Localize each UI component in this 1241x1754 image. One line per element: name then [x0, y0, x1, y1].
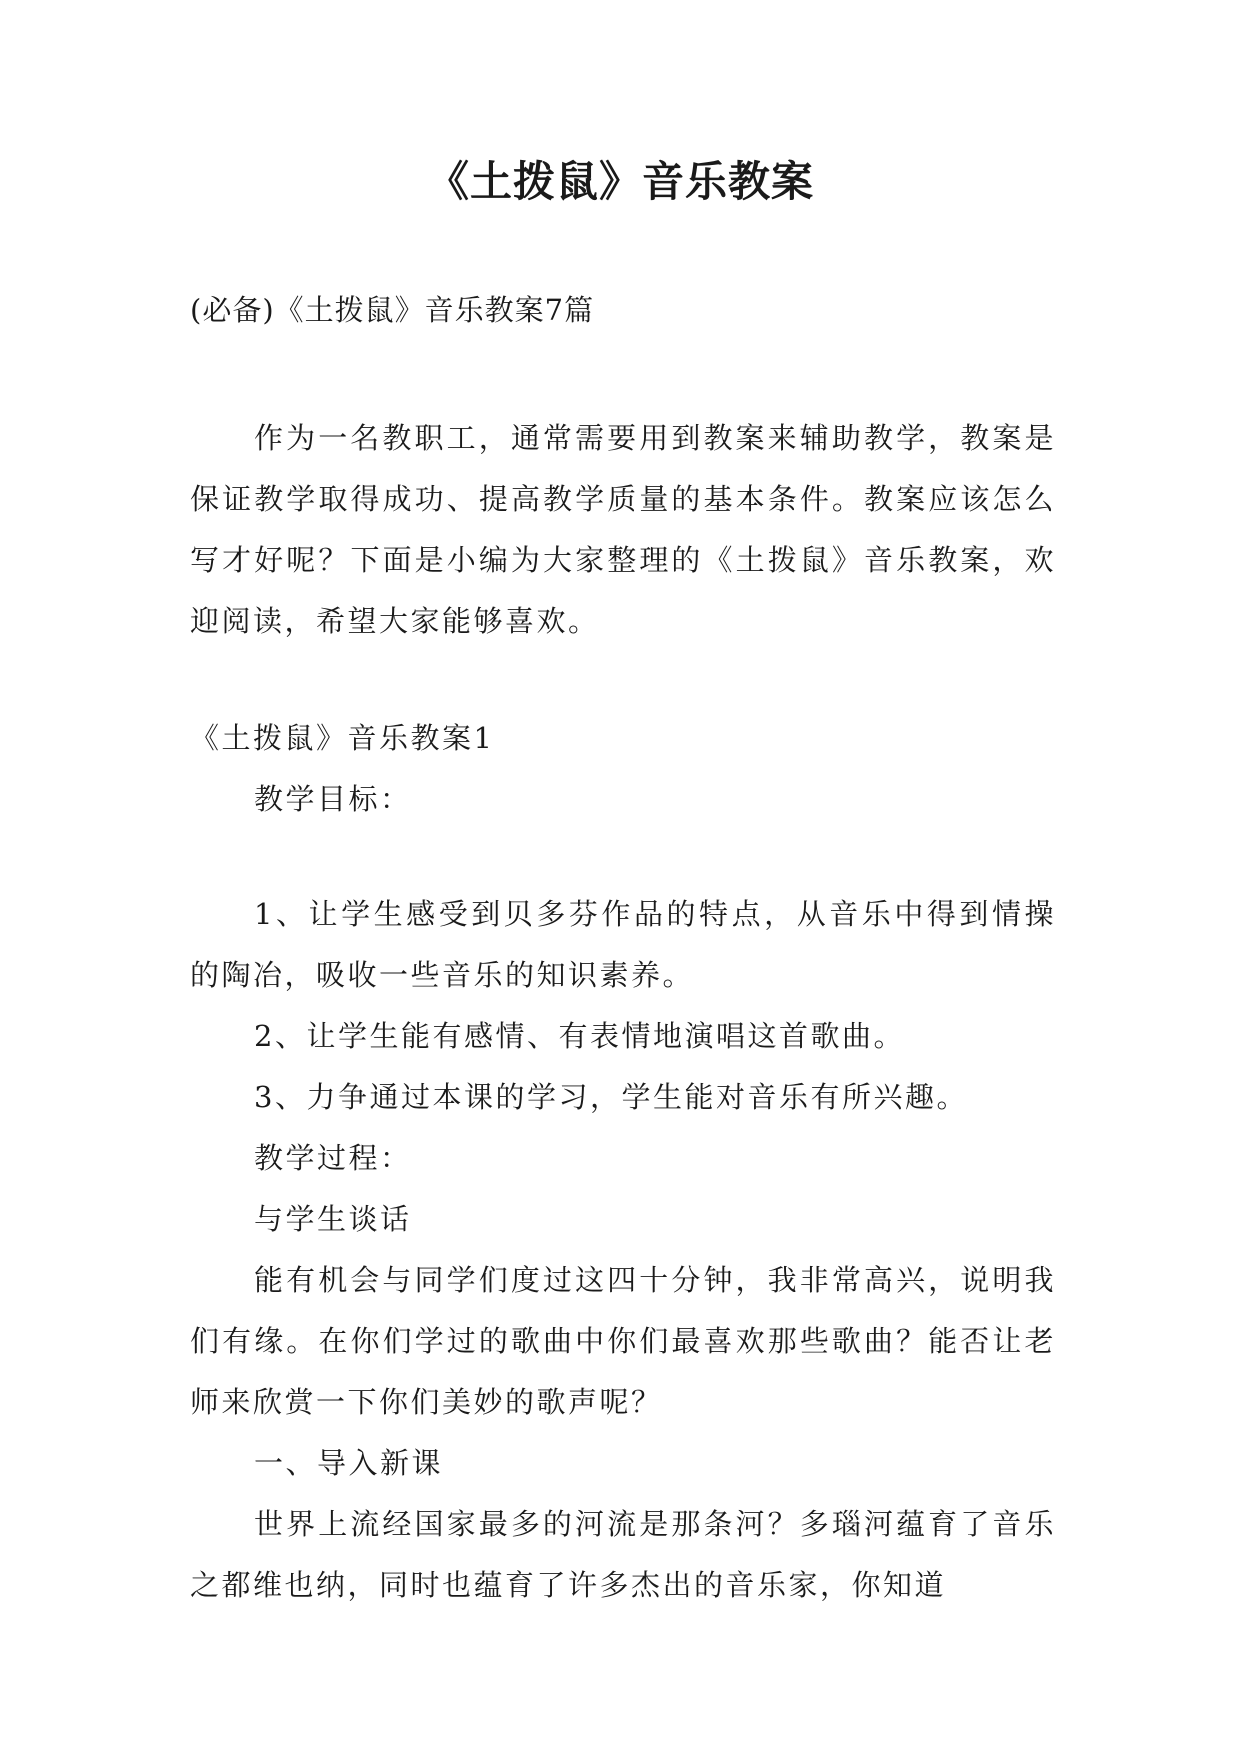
process-label: 教学过程： — [254, 1141, 412, 1175]
talk-label: 与学生谈话 — [254, 1202, 412, 1236]
document-body — [190, 408, 1056, 1616]
goal-item-2: 2、让学生能有感情、有表情地演唱这首歌曲。 — [254, 1019, 905, 1053]
goal-item-1: 1、让学生感受到贝多芬作品的特点，从音乐中得到情操的陶冶，吸收一些音乐的知识素养。 — [190, 897, 1056, 992]
document-subtitle: (必备)《土拨鼠》音乐教案7篇 — [190, 293, 595, 327]
goals-label: 教学目标： — [254, 782, 412, 816]
intro-paragraph: 作为一名教职工，通常需要用到教案来辅助教学，教案是保证教学取得成功、提高教学质量的基本条件。教案应该怎么写才好呢？下面是小编为大家整理的《土拨鼠》音乐教案，欢迎阅读，希望大家能够喜欢。 — [190, 421, 1056, 638]
document-title: 《土拨鼠》音乐教案 — [426, 157, 814, 206]
section-heading: 《土拨鼠》音乐教案1 — [190, 721, 495, 755]
step1-label: 一、导入新课 — [254, 1446, 444, 1480]
talk-paragraph: 能有机会与同学们度过这四十分钟，我非常高兴，说明我们有缘。在你们学过的歌曲中你们最喜欢那些歌曲？能否让老师来欣赏一下你们美妙的歌声呢？ — [190, 1263, 1056, 1419]
step1-paragraph: 世界上流经国家最多的河流是那条河？多瑙河蕴育了音乐之都维也纳，同时也蕴育了许多杰出的音乐家，你知道 — [190, 1507, 1056, 1602]
goal-item-3: 3、力争通过本课的学习，学生能对音乐有所兴趣。 — [254, 1080, 968, 1114]
